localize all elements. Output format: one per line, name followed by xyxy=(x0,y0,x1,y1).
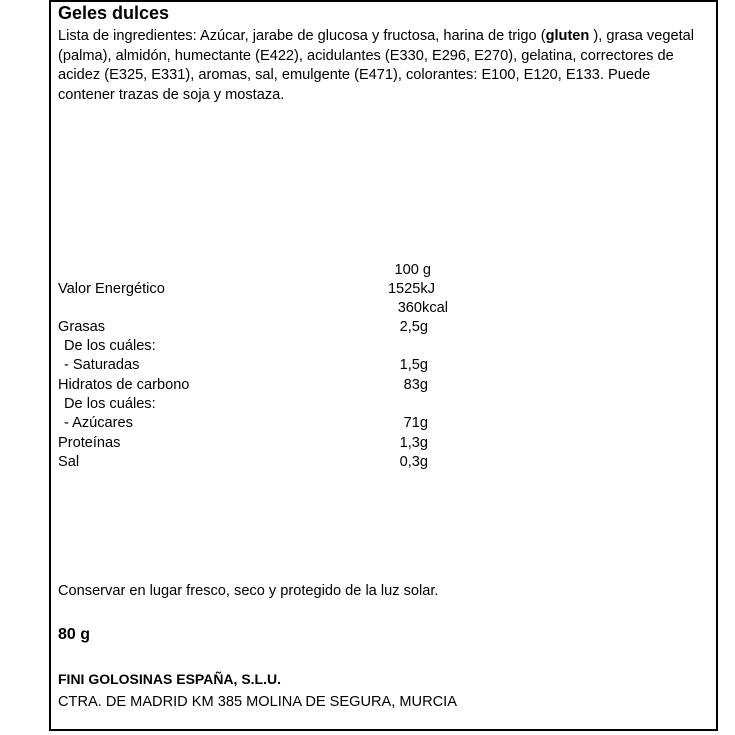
storage-instructions: Conservar en lugar fresco, seco y protegido de la luz solar. xyxy=(58,583,439,599)
nutrient-value-saturated: 1,5g xyxy=(399,357,428,373)
nutrient-label-sugars: - Azúcares xyxy=(64,415,133,431)
nutrient-label-fat: Grasas xyxy=(58,319,106,335)
nutrient-label-saturated: - Saturadas xyxy=(64,357,140,373)
nutrient-value-carbohydrates: 83g xyxy=(403,377,428,393)
nutrient-label-salt: Sal xyxy=(58,454,80,470)
net-weight: 80 g xyxy=(58,626,91,643)
product-title: Geles dulces xyxy=(58,3,170,23)
nutrient-value-salt: 0,3g xyxy=(399,454,428,470)
ingredients-suffix: ), grasa vegetal (palma), almidón, humectante (E422), acidulantes (E330, E296, E270), gelatina, correctores de acidez (E325, E331), aromas, sal, emulgente (E471), colorantes: E100, E120, E133. Puede contener trazas de soja y mostaza. xyxy=(58,28,694,103)
company-name: FINI GOLOSINAS ESPAÑA, S.L.U. xyxy=(58,671,281,687)
ingredients-prefix: Lista de ingredientes: Azúcar, jarabe de glucosa y fructosa, harina de trigo ( xyxy=(58,28,546,44)
nutrient-label-protein: Proteínas xyxy=(58,435,121,451)
company-address: CTRA. DE MADRID KM 385 MOLINA DE SEGURA, MURCIA xyxy=(58,694,457,710)
energy-label: Valor Energético xyxy=(58,281,165,297)
ingredients-list xyxy=(58,27,698,105)
nutrient-value-sugars: 71g xyxy=(403,415,428,431)
nutrient-sublabel-of-which: De los cuáles: xyxy=(64,338,156,354)
nutrient-value-fat: 2,5g xyxy=(399,319,428,335)
nutrient-value-protein: 1,3g xyxy=(399,435,428,451)
nutrient-label-carbohydrates: Hidratos de carbono xyxy=(58,377,190,393)
allergen-gluten: gluten xyxy=(545,28,590,44)
energy-kcal-value: 360kcal xyxy=(397,300,448,316)
nutrition-column-header: 100 g xyxy=(394,262,431,278)
nutrient-sublabel-of-which: De los cuáles: xyxy=(64,396,156,412)
energy-kj-value: 1525kJ xyxy=(387,281,435,297)
